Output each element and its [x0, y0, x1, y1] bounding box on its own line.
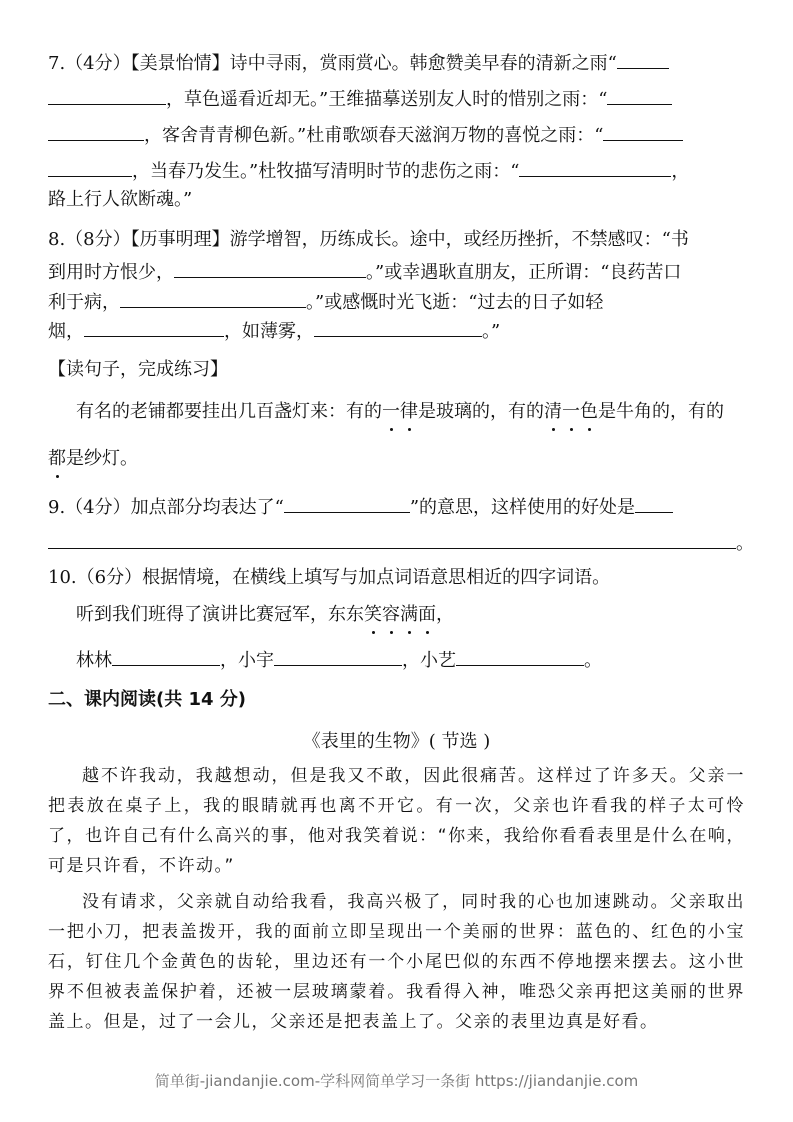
q10-blank-1[interactable]: [112, 647, 220, 666]
q7-blank-2[interactable]: [607, 86, 672, 105]
q9-line-1: [48, 494, 673, 520]
dotted-char: 面: [418, 604, 436, 625]
q9-text-a: 9.（4分）加点部分均表达了“: [48, 497, 284, 518]
dotted-char: 色: [580, 401, 598, 422]
q8-blank-2[interactable]: [120, 289, 306, 308]
dotted-char: 都: [48, 448, 66, 469]
q10-context: 听到我们班得了演讲比赛冠军，东东笑容满面，: [76, 604, 454, 625]
dotted-char: 清: [544, 401, 562, 422]
q7-text-4b: ，: [671, 161, 690, 182]
read-heading: 【读句子，完成练习】: [48, 359, 228, 380]
section-heading: 二、课内阅读(共 14 分): [48, 689, 247, 710]
q7-line-3: [48, 122, 683, 148]
sentence-line-1: 有名的老铺都要挂出几百盏灯来：有的一律是玻璃的，有的清一色是牛角的，有的: [76, 401, 724, 422]
q7-text-1: 7.（4分）【美景怡情】诗中寻雨，赏雨赏心。韩愈赞美早春的清新之雨“: [48, 53, 617, 74]
q8-text-4a: 烟，: [48, 321, 84, 342]
dotted-char: 满: [400, 604, 418, 625]
q7-blank-3b[interactable]: [48, 158, 132, 177]
dotted-char: 笑: [364, 604, 382, 625]
q10-answers: 林林 ，小宇 ，小艺 。: [76, 647, 602, 673]
q8-blank-4[interactable]: [314, 318, 482, 337]
sentence-line-2: 都是纱灯。: [48, 448, 138, 469]
passage-title: 《表里的生物》( 节选 ): [302, 731, 491, 752]
q8-text-4c: 。”: [482, 321, 501, 342]
q7-line-1: [48, 50, 669, 76]
q9-blank-1[interactable]: [284, 494, 410, 513]
q8-line-4: [48, 318, 500, 344]
q8-text-1: 8.（8分）【历事明理】游学增智，历练成长。途中，或经历挫折，不禁感叹：“书: [48, 229, 689, 250]
q7-text-5: 路上行人欲断魂。”: [48, 189, 193, 210]
q8-blank-1[interactable]: [174, 259, 366, 278]
q8-text-3b: 。”或感慨时光飞逝：“过去的日子如轻: [306, 292, 604, 313]
dotted-char: 一: [382, 401, 400, 422]
q7-blank-3[interactable]: [603, 122, 683, 141]
q8-line-2: [48, 259, 681, 285]
q7-blank-4[interactable]: [519, 158, 671, 177]
q9-line-2: 。: [48, 530, 754, 556]
q7-blank-1b[interactable]: [48, 86, 166, 105]
dotted-char: 律: [400, 401, 418, 422]
q8-text-4b: ，如薄雾，: [224, 321, 314, 342]
q8-text-2a: 到用时方恨少，: [48, 262, 174, 283]
q10-blank-2[interactable]: [274, 647, 402, 666]
passage-body: [48, 761, 745, 1037]
q10-title: 10.（6分）根据情境，在横线上填写与加点词语意思相近的四字词语。: [48, 567, 611, 588]
q8-text-3a: 利于病，: [48, 292, 120, 313]
q8-line-3: [48, 289, 603, 315]
q9-blank-2[interactable]: [635, 494, 673, 513]
q7-line-2: [48, 86, 672, 112]
q10-blank-3[interactable]: [456, 647, 584, 666]
q7-line-5: [48, 188, 192, 212]
q7-blank-1[interactable]: [617, 50, 669, 69]
dotted-char: 一: [562, 401, 580, 422]
q8-text-2b: 。”或幸遇耿直朋友，正所谓：“良药苦口: [366, 262, 682, 283]
q7-line-4: [48, 158, 689, 184]
q8-blank-3[interactable]: [84, 318, 224, 337]
q9-blank-2b[interactable]: [48, 530, 736, 549]
passage-paragraph-2: 没有请求，父亲就自动给我看，我高兴极了，同时我的心也加速跳动。父亲取出一把小刀，把表盖拨开，我的面前立即呈现出一个美丽的世界：蓝色的、红色的小宝石，钉住几个金黄色的齿轮，里边还有一个小尾巴似的东西不停地摆来摆去。这小世界不但被表盖保护着，还被一层玻璃蒙着。我看得入神，唯恐父亲再把这美丽的世界盖上。但是，过了一会儿，父亲还是把表盖上了。父亲的表里边真是好看。: [48, 892, 745, 1032]
q7-blank-2b[interactable]: [48, 122, 144, 141]
q7-text-3: ，客舍青青柳色新。”杜甫歌颂春天滋润万物的喜悦之雨：“: [144, 125, 604, 146]
q7-text-4: ，当春乃发生。”杜牧描写清明时节的悲伤之雨：“: [132, 161, 520, 182]
q9-text-b: ”的意思，这样使用的好处是: [409, 497, 636, 518]
dotted-char: 容: [382, 604, 400, 625]
q7-text-2: ，草色遥看近却无。”王维描摹送别友人时的惜别之雨：“: [166, 89, 608, 110]
footer-watermark: 简单街-jiandanjie.com-学科网简单学习一条街 https://jiandanjie.com: [154, 1072, 639, 1090]
q8-line-1: [48, 228, 689, 252]
passage-paragraph-1: 越不许我动，我越想动，但是我又不敢，因此很痛苦。这样过了许多天。父亲一把表放在桌子上，我的眼睛就再也离不开它。有一次，父亲也许看我的样子太可怜了，也许自己有什么高兴的事，他对我笑着说：“你来，我给你看看表里是什么在响，可是只许看，不许动。”: [48, 766, 745, 876]
